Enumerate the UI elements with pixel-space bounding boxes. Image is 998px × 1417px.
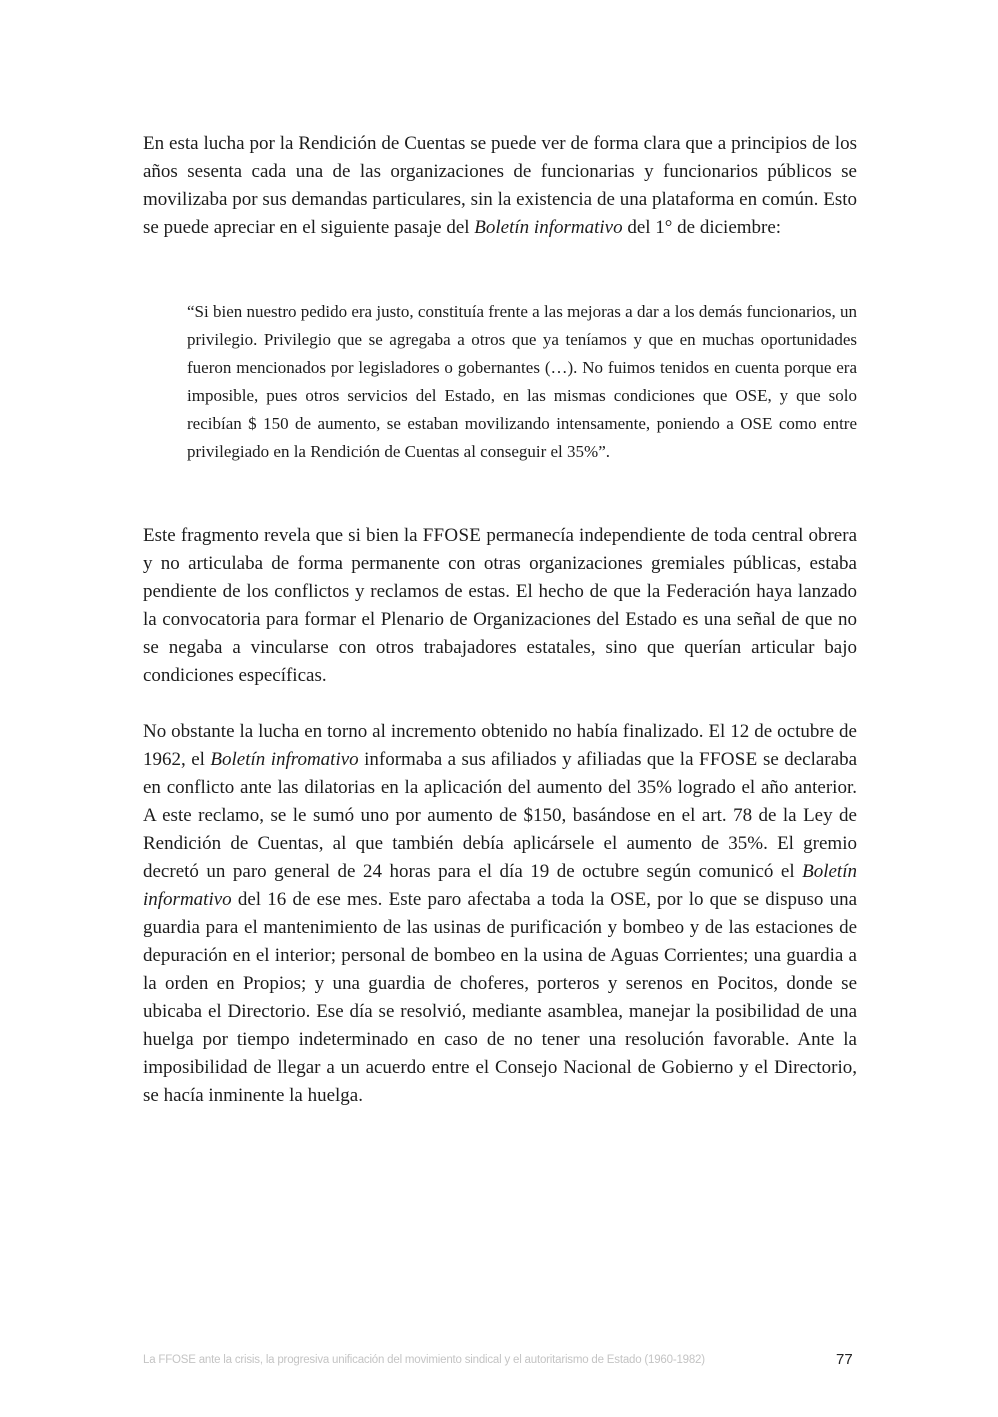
paragraph-3-acronym: FFOSE — [698, 749, 758, 770]
paragraph-3-text-a: No obstante la lucha en torno al incremento obtenido no había finalizado. El 12 de octubre de 1962, el — [143, 721, 857, 770]
block-quote-text: “Si bien nuestro pedido era justo, constituía frente a las mejoras a dar a los demás funcionarios, un privilegio. Privilegio que se agregaba a otros que ya teníamos y que en muchas oportunidades fueron mencionados por legisladores o gobernantes (…). No fuimos tenidos en cuenta porque era imposible, pues otros servicios del Estado, en las mismas condiciones que OSE, y que solo recibían $ 150 de aumento, se estaban movilizando intensamente, poniendo a OSE como entre privilegiado en la Rendición de Cuentas al conseguir el 35%”. — [187, 302, 857, 461]
paragraph-3-italic-title-1: Boletín infromativo — [210, 749, 359, 770]
paragraph-1 — [143, 130, 857, 242]
block-quote — [187, 298, 857, 466]
paragraph-2 — [143, 522, 857, 690]
paragraph-1-text-b: del 1° de diciembre: — [622, 217, 782, 238]
paragraph-2-text-a: Este fragmento revela que si bien la — [143, 525, 423, 546]
paragraph-3 — [143, 718, 857, 1110]
paragraph-3-italic-title-2: Boletín informativo — [143, 861, 857, 910]
paragraph-2-text-b: permanecía independiente de toda central obrera y no articulaba de forma permanente con otras organizaciones gremiales públicas, estaba pendiente de los conflictos y reclamos de estas. El hecho de que la Federación haya lanzado la convocatoria para formar el Plenario de Organizaciones del Estado es una señal de que no se negaba a vincularse con otros trabajadores estatales, sino que querían articular bajo condiciones específicas. — [143, 525, 858, 686]
page-number: 77 — [836, 1351, 853, 1368]
paragraph-1-italic-title: Boletín informativo — [474, 217, 623, 238]
running-footer-title: La FFOSE ante la crisis, la progresiva unificación del movimiento sindical y el autoritarismo de Estado (1960-1982) — [143, 1354, 705, 1366]
paragraph-3-text-b: informaba a sus afiliados y afiliadas que la — [358, 749, 699, 770]
paragraph-3-text-c: se declaraba en conflicto ante las dilatorias en la aplicación del aumento del 35% logrado el año anterior. A este reclamo, se le sumó uno por aumento de $150, basándose en el art. 78 de la Ley de Rendición de Cuentas, al que también debía aplicársele el aumento de 35%. El gremio decretó un paro general de 24 horas para el día 19 de octubre según comunicó el — [143, 749, 858, 882]
paragraph-2-acronym: FFOSE — [422, 525, 482, 546]
paragraph-3-text-d: del 16 de ese mes. Este paro afectaba a toda la OSE, por lo que se dispuso una guardia para el mantenimiento de las usinas de purificación y bombeo y de las estaciones de depuración en el interior; personal de bombeo en la usina de Aguas Corrientes; una guardia a la orden en Propios; y una guardia de choferes, porteros y serenos en Pocitos, donde se ubicaba el Directorio. Ese día se resolvió, mediante asamblea, manejar la posibilidad de una huelga por tiempo indeterminado en caso de no tener una resolución favorable. Ante la imposibilidad de llegar a un acuerdo entre el Consejo Nacional de Gobierno y el Directorio, se hacía inminente la huelga. — [143, 889, 857, 1106]
paragraph-1-text-a: En esta lucha por la Rendición de Cuentas se puede ver de forma clara que a principios de los años sesenta cada una de las organizaciones de funcionarias y funcionarios públicos se movilizaba por sus demandas particulares, sin la existencia de una plataforma en común. Esto se puede apreciar en el siguiente pasaje del — [143, 133, 857, 238]
